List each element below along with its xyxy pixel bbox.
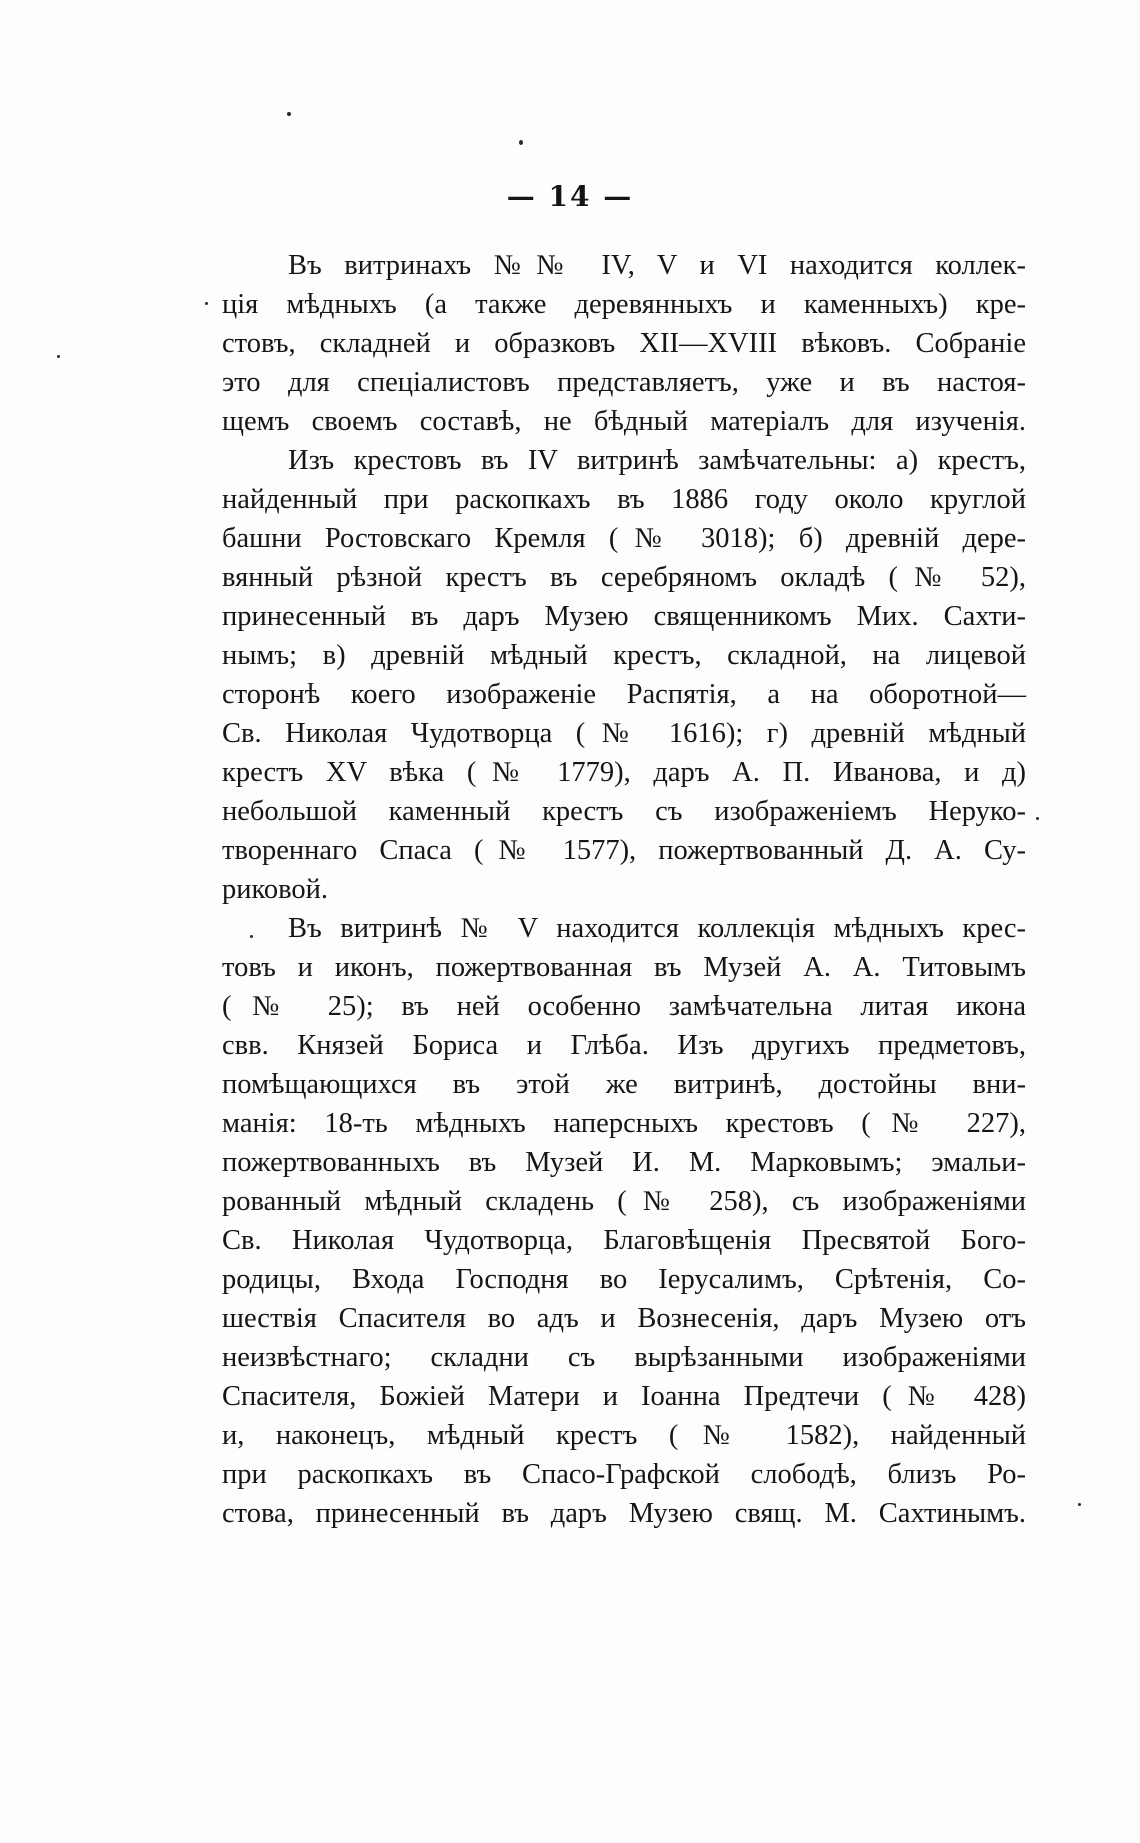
scan-speck xyxy=(1078,1503,1081,1506)
text-line: нымъ; в) древній мѣдный крестъ, складной, на лицевой xyxy=(222,640,1026,671)
text-line: твореннаго Спаса (№ 1577), пожертвованный Д. А. Су- xyxy=(222,835,1026,866)
paragraph xyxy=(222,441,1026,909)
text-line: найденный при раскопкахъ въ 1886 году около круглой xyxy=(222,484,1026,515)
scan-speck xyxy=(1036,817,1039,820)
text-line: риковой. xyxy=(222,874,329,905)
scan-speck xyxy=(205,302,208,305)
body-text xyxy=(222,246,1026,1533)
text-line: вянный рѣзной крестъ въ серебряномъ окладѣ (№ 52), xyxy=(222,562,1026,593)
text-line: шествія Спасителя во адъ и Вознесенія, даръ Музею отъ xyxy=(222,1303,1026,1334)
text-line: Св. Николая Чудотворца (№ 1616); г) древній мѣдный xyxy=(222,718,1026,749)
text-line: Св. Николая Чудотворца, Благовѣщенія Пресвятой Бого- xyxy=(222,1225,1026,1256)
text-line: рованный мѣдный складень (№ 258), съ изображеніями xyxy=(222,1186,1026,1217)
scan-speck xyxy=(57,355,60,358)
text-line: башни Ростовскаго Кремля (№ 3018); б) древній дере- xyxy=(222,523,1026,554)
text-line: при раскопкахъ въ Спасо-Графской слободѣ, близъ Ро- xyxy=(222,1459,1026,1490)
text-line: неизвѣстнаго; складни съ вырѣзанными изображеніями xyxy=(222,1342,1026,1373)
text-line: Въ витринѣ № V находится коллекція мѣдныхъ крес- xyxy=(288,913,1026,944)
text-line: пожертвованныхъ въ Музей И. М. Марковымъ; эмальи- xyxy=(222,1147,1026,1178)
text-line: крестъ XV вѣка (№ 1779), даръ А. П. Иванова, и д) xyxy=(222,757,1026,788)
text-line: стовъ, складней и образковъ XII—XVIII вѣковъ. Собраніе xyxy=(222,328,1026,359)
text-line: щемъ своемъ составѣ, не бѣдный матеріалъ для изученія. xyxy=(222,406,1026,437)
text-line: товъ и иконъ, пожертвованная въ Музей А. А. Титовымъ xyxy=(222,952,1026,983)
text-line: Въ витринахъ №№ IV, V и VI находится коллек- xyxy=(288,250,1026,281)
text-line: небольшой каменный крестъ съ изображеніемъ Неруко- xyxy=(222,796,1026,827)
text-line: сторонѣ коего изображеніе Распятія, а на оборотной— xyxy=(222,679,1026,710)
scan-speck xyxy=(287,112,291,116)
text-line: свв. Князей Бориса и Глѣба. Изъ другихъ предметовъ, xyxy=(222,1030,1026,1061)
paragraph xyxy=(222,909,1026,1533)
text-line: принесенный въ даръ Музею священникомъ Мих. Сахти- xyxy=(222,601,1026,632)
paragraph xyxy=(222,246,1026,441)
scan-speck xyxy=(519,140,523,145)
text-line: манія: 18-ть мѣдныхъ наперсныхъ крестовъ (№ 227), xyxy=(222,1108,1026,1139)
text-line: родицы, Входа Господня во Іерусалимъ, Срѣтенія, Со- xyxy=(222,1264,1026,1295)
text-line: это для спеціалистовъ представляетъ, уже и въ настоя- xyxy=(222,367,1026,398)
page-number: — 14 — xyxy=(506,180,634,213)
text-line: и, наконецъ, мѣдный крестъ (№ 1582), найденный xyxy=(222,1420,1026,1451)
text-line: Изъ крестовъ въ IV витринѣ замѣчательны: а) крестъ, xyxy=(288,445,1026,476)
text-line: стова, принесенный въ даръ Музею свящ. М. Сахтинымъ. xyxy=(222,1498,1026,1529)
text-line: ція мѣдныхъ (а также деревянныхъ и каменныхъ) кре- xyxy=(222,289,1026,320)
text-line: (№ 25); въ ней особенно замѣчательна литая икона xyxy=(222,991,1026,1022)
text-line: помѣщающихся въ этой же витринѣ, достойны вни- xyxy=(222,1069,1026,1100)
text-line: Спасителя, Божіей Матери и Іоанна Предтечи (№ 428) xyxy=(222,1381,1026,1412)
